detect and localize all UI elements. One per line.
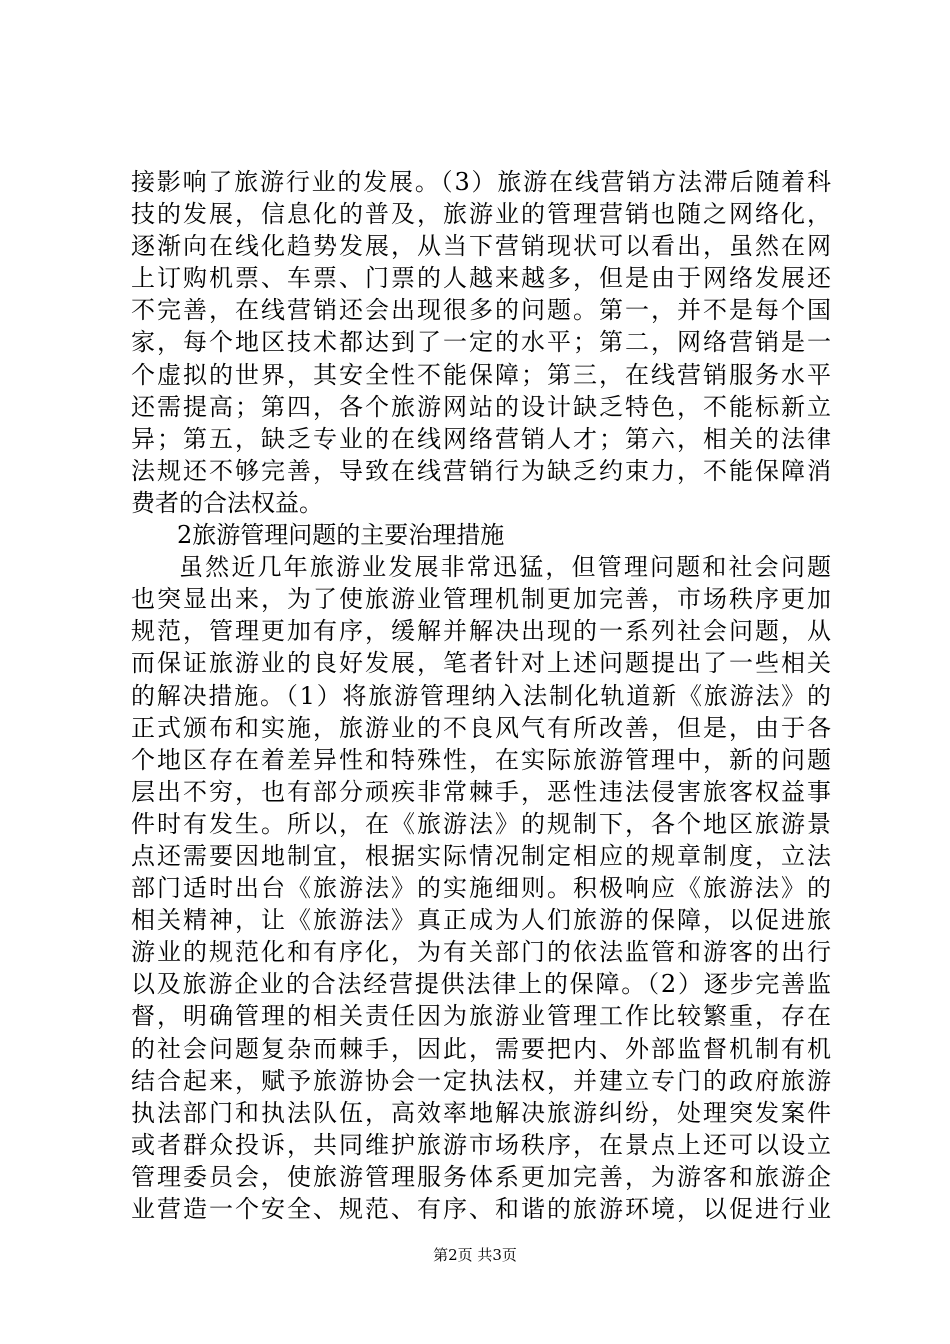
document-body [131,166,831,1225]
text-line: 层出不穷，也有部分顽疾非常棘手，恶性违法侵害旅客权益事 [131,777,831,806]
text-line: 部门适时出台《旅游法》的实施细则。积极响应《旅游法》的 [131,874,831,903]
text-line: 或者群众投诉，共同维护旅游市场秩序，在景点上还可以设立 [131,1130,831,1159]
text-line: 正式颁布和实施，旅游业的不良风气有所改善，但是，由于各 [131,713,831,742]
text-line: 结合起来，赋予旅游协会一定执法权，并建立专门的政府旅游 [131,1066,831,1095]
text-line: 技的发展，信息化的普及，旅游业的管理营销也随之网络化， [131,200,831,229]
text-line: 的解决措施。（1）将旅游管理纳入法制化轨道新《旅游法》的 [131,681,831,710]
text-line: 还需提高；第四，各个旅游网站的设计缺乏特色，不能标新立 [131,392,831,421]
section-heading: 2旅游管理问题的主要治理措施 [177,521,505,550]
text-line: 规范，管理更加有序，缓解并解决出现的一系列社会问题，从 [131,617,831,646]
text-line: 以及旅游企业的合法经营提供法律上的保障。（2）逐步完善监 [131,970,831,999]
page-footer: 第2页 共3页 [433,1246,517,1264]
paragraph-first-line: 虽然近几年旅游业发展非常迅猛，但管理问题和社会问题 [179,553,831,582]
text-line: 接影响了旅游行业的发展。（3）旅游在线营销方法滞后随着科 [131,168,831,196]
text-line: 点还需要因地制宜，根据实际情况制定相应的规章制度，立法 [131,841,831,870]
text-line: 游业的规范化和有序化，为有关部门的依法监管和游客的出行 [131,938,831,967]
text-line: 执法部门和执法队伍，高效率地解决旅游纠纷，处理突发案件 [131,1098,831,1127]
text-line: 家，每个地区技术都达到了一定的水平；第二，网络营销是一 [131,328,831,357]
text-line: 个虚拟的世界，其安全性不能保障；第三，在线营销服务水平 [131,360,831,389]
text-line: 法规还不够完善，导致在线营销行为缺乏约束力，不能保障消 [131,456,831,485]
text-line: 业营造一个安全、规范、有序、和谐的旅游环境，以促进行业 [131,1195,831,1223]
text-line: 也突显出来，为了使旅游业管理机制更加完善，市场秩序更加 [131,585,831,614]
text-line: 督，明确管理的相关责任因为旅游业管理工作比较繁重，存在 [131,1002,831,1031]
text-line: 不完善，在线营销还会出现很多的问题。第一，并不是每个国 [131,296,831,325]
text-line: 而保证旅游业的良好发展，笔者针对上述问题提出了一些相关 [131,649,831,678]
text-line: 异；第五，缺乏专业的在线网络营销人才；第六，相关的法律 [131,424,831,453]
text-line: 的社会问题复杂而棘手，因此，需要把内、外部监督机制有机 [131,1034,831,1063]
text-line: 相关精神，让《旅游法》真正成为人们旅游的保障，以促进旅 [131,906,831,935]
text-line: 逐渐向在线化趋势发展，从当下营销现状可以看出，虽然在网 [131,232,831,261]
paragraph-end-line: 费者的合法权益。 [131,488,323,517]
text-line: 个地区存在着差异性和特殊性，在实际旅游管理中，新的问题 [131,745,831,774]
text-line: 管理委员会，使旅游管理服务体系更加完善，为游客和旅游企 [131,1162,831,1191]
text-line: 件时有发生。所以，在《旅游法》的规制下，各个地区旅游景 [131,809,831,838]
text-line: 上订购机票、车票、门票的人越来越多，但是由于网络发展还 [131,264,831,293]
